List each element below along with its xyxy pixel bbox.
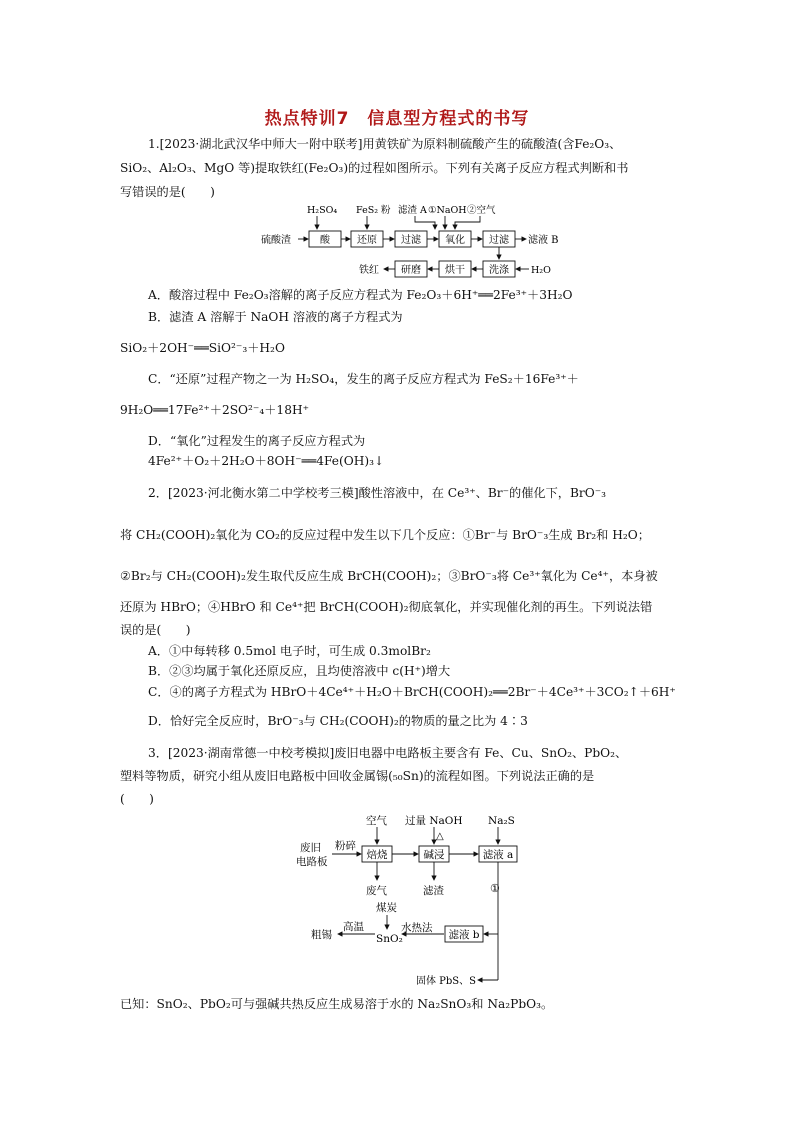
q1-step-wash: 洗涤	[489, 265, 509, 276]
q1-stem-line-3: 写错误的是( )	[120, 185, 215, 199]
q3-waste-gas: 废气	[366, 885, 387, 897]
page-title: 热点特训7 信息型方程式的书写	[264, 109, 530, 129]
q3-step1-label: ①	[490, 882, 500, 895]
q3-stem-line-1: 3．[2023·湖南常德一中校考模拟]废旧电器中电路板主要含有 Fe、Cu、SnO₂、PbO₂、	[148, 746, 628, 760]
q3-flow-diagram	[290, 808, 530, 993]
q2-stem-line-5: 误的是( )	[120, 623, 191, 637]
q3-stem-line-2: 塑料等物质，研究小组从废旧电路板中回收金属锡(₅₀Sn)的流程如图。下列说法正确的是	[120, 769, 595, 783]
q1-option-d-equation: 4Fe²⁺＋O₂＋2H₂O＋8OH⁻══4Fe(OH)₃↓	[148, 454, 385, 468]
q3-coal-label: 煤炭	[376, 902, 397, 914]
q1-reagent-air: ②空气	[467, 205, 496, 216]
q2-stem-line-4: 还原为 HBrO；④HBrO 和 Ce⁴⁺把 BrCH(COOH)₂彻底氧化，并实现催化剂的再生。下列说法错	[120, 600, 653, 614]
q3-solid-label: 固体 PbS、S	[416, 976, 477, 987]
q1-step-dry: 烘干	[445, 265, 465, 276]
q1-step-acid: 酸	[320, 235, 330, 246]
q1-start-label: 硫酸渣	[261, 235, 291, 246]
q1-stem-line-1: 1.[2023·湖北武汉华中师大一附中联考]用黄铁矿为原料制硫酸产生的硫酸渣(含Fe₂O₃、	[148, 137, 622, 151]
q1-step-filter-2: 过滤	[489, 235, 509, 246]
q3-hydrothermal-label: 水热法	[401, 922, 433, 934]
q1-option-a: A．酸溶过程中 Fe₂O₃溶解的离子反应方程式为 Fe₂O₃＋6H⁺══2Fe³⁺＋3H₂O	[148, 288, 573, 302]
q3-start-label-1: 废旧	[300, 842, 321, 854]
q3-stem-line-3: ( )	[120, 792, 154, 806]
q2-option-c: C．④的离子方程式为 HBrO＋4Ce⁴⁺＋H₂O＋BrCH(COOH)₂══2Br⁻＋4Ce³⁺＋3CO₂↑＋6H⁺	[148, 685, 676, 699]
q1-reagent-h2so4: H₂SO₄	[307, 205, 338, 216]
q1-step-reduce: 还原	[357, 235, 377, 246]
q3-known-note: 已知：SnO₂、PbO₂可与强碱共热反应生成易溶于水的 Na₂SnO₃和 Na₂PbO₃。	[120, 997, 554, 1011]
q3-crude-tin: 粗锡	[311, 929, 332, 941]
q1-option-d: D．“氧化”过程发生的离子反应方程式为	[148, 434, 366, 448]
q3-start-label-2: 电路板	[296, 856, 328, 868]
q1-end-top: 滤液 B	[528, 235, 559, 246]
q3-sno2-label: SnO₂	[376, 933, 403, 945]
q3-filtrate-a: 滤液 a	[482, 849, 514, 861]
q2-option-a: A．①中每转移 0.5mol 电子时，可生成 0.3molBr₂	[148, 644, 431, 658]
q3-step-leach: 碱浸	[423, 849, 445, 861]
q2-option-d: D．恰好完全反应时，BrO⁻₃与 CH₂(COOH)₂的物质的量之比为 4∶3	[148, 714, 528, 728]
q1-end-bottom: 铁红	[359, 265, 379, 276]
q3-high-temp-label: 高温	[343, 921, 364, 933]
q2-stem-line-1: 2．[2023·河北衡水第二中学校考三模]酸性溶液中，在 Ce³⁺、Br⁻的催化下，BrO⁻₃	[148, 486, 607, 500]
q1-reagent-residue-a: 滤渣 A	[398, 205, 427, 216]
q2-stem-line-2: 将 CH₂(COOH)₂氧化为 CO₂的反应过程中发生以下几个反应：①Br⁻与 BrO⁻₃生成 Br₂和 H₂O；	[120, 528, 650, 542]
q3-residue: 滤渣	[423, 885, 444, 897]
q3-filtrate-b: 滤液 b	[448, 929, 480, 941]
q2-option-b: B．②③均属于氧化还原反应，且均使溶液中 c(H⁺)增大	[148, 664, 451, 678]
q1-option-c-equation: 9H₂O══17Fe²⁺＋2SO²⁻₄＋18H⁺	[120, 403, 310, 417]
q2-stem-line-3: ②Br₂与 CH₂(COOH)₂发生取代反应生成 BrCH(COOH)₂；③BrO⁻₃将 Ce³⁺氧化为 Ce⁴⁺，本身被	[120, 569, 658, 583]
q1-wash-reagent: H₂O	[531, 265, 551, 276]
q3-heat-label: △	[436, 831, 444, 842]
q1-stem-line-2: SiO₂、Al₂O₃、MgO 等)提取铁红(Fe₂O₃)的过程如图所示。下列有关离子反应方程式判断和书	[120, 161, 629, 175]
q1-option-c: C．“还原”过程产物之一为 H₂SO₄，发生的离子反应方程式为 FeS₂＋16Fe³⁺＋	[148, 372, 579, 386]
q3-air-label: 空气	[366, 815, 387, 827]
q1-step-filter-1: 过滤	[401, 235, 421, 246]
q1-step-grind: 研磨	[401, 265, 421, 276]
q3-na2s-label: Na₂S	[488, 815, 515, 827]
q1-flow-diagram	[255, 200, 575, 280]
q1-reagent-naoh: ①NaOH	[428, 205, 467, 216]
q1-option-b-equation: SiO₂＋2OH⁻══SiO²⁻₃＋H₂O	[120, 341, 285, 355]
q1-option-b: B．滤渣 A 溶解于 NaOH 溶液的离子方程式为	[148, 310, 403, 324]
q1-step-oxidize: 氧化	[445, 235, 465, 246]
q1-reagent-fes2: FeS₂ 粉	[356, 205, 391, 216]
q3-naoh-label: 过量 NaOH	[405, 815, 463, 827]
q3-step-roast: 焙烧	[366, 849, 388, 861]
q3-crush-label: 粉碎	[335, 840, 356, 852]
